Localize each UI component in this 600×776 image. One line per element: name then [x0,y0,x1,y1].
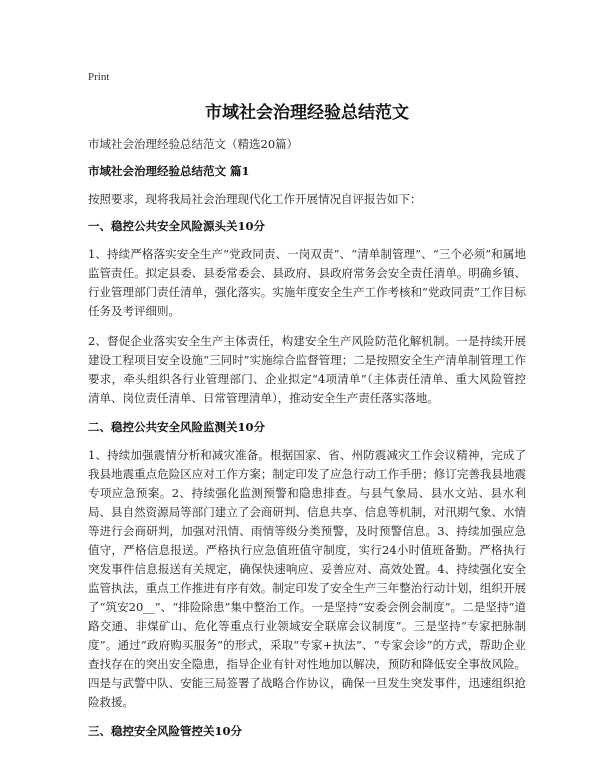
section-1-paragraph-1: 1、持续严格落实安全生产“党政同责、一岗双责”、“清单制管理”、“三个必须”和属地监管责任。拟定县委、县委常委会、县政府、县政府常务会安全责任清单。明确乡镇、行业管理部门责任清单，强化落实。实施年度安全生产工作考核和“党政同责”工作目标任务及考评细则。 [88,247,526,318]
section-heading-2: 二、稳控公共安全风险监测关10分 [88,420,266,434]
document-subtitle: 市域社会治理经验总结范文（精选20篇） [88,137,299,151]
section-2-paragraph-1: 1、持续加强震情分析和减灾准备。根据国家、省、州防震减灾工作会议精神，完成了我县地震重点危险区应对工作方案；制定印发了应急行动工作手册；修订完善我县地震专项应急预案。2、持续强化监测预警和隐患排查。与县气象局、县水文站、县水利局、县自然资源局等部门建立了会商研判、信息共享、信息等机制，对汛期气象、水情等进行会商研判，加强对汛情、雨情等级分类预警，及时预警信息。3、持续加强应急值守，严格信息报送。严格执行应急值班值守制度，实行24小时值班备勤。严格执行突发事件信息报送有关规定，确保快速响应、妥善应对、高效处置。4、持续强化安全监管执法，重点工作推进有序有效。制定印发了安全生产三年整治行动计划，组织开展了“筑安20__”、“排险除患”集中整治工作。一是坚持“安委会例会制度”。二是坚持“道路交通、非煤矿山、危化等重点行业领域安全联席会议制度”。三是坚持“专家把脉制度”。通过“政府购买服务”的形式，采取“专家+执法”、“专家会诊”的方式，帮助企业查找存在的突出安全隐患，指导企业有针对性地加以解决，预防和降低安全事故风险。四是与武警中队、安能三局签署了战略合作协议，确保一旦发生突发事件，迅速组织抢险救援。 [88,448,526,709]
section-heading-1: 一、稳控公共安全风险源头关10分 [88,219,266,233]
document-title: 市域社会治理经验总结范文 [205,103,409,123]
print-link[interactable]: Print [88,71,110,83]
document-page [88,70,526,750]
section-heading-3: 三、稳控安全风险管控关10分 [88,724,243,738]
intro-paragraph: 按照要求，现将我局社会治理现代化工作开展情况自评报告如下： [88,192,422,206]
article-heading: 市域社会治理经验总结范文 篇1 [88,164,250,178]
section-1-paragraph-2: 2、督促企业落实安全生产主体责任，构建安全生产风险防范化解机制。一是持续开展建设工程项目安全设施“三同时”实施综合监督管理；二是按照安全生产清单制管理工作要求，牵头组织各行业管理部门、企业拟定“4项清单”（主体责任清单、重大风险管控清单、岗位责任清单、日常管理清单），推动安全生产责任落实落地。 [88,334,526,405]
